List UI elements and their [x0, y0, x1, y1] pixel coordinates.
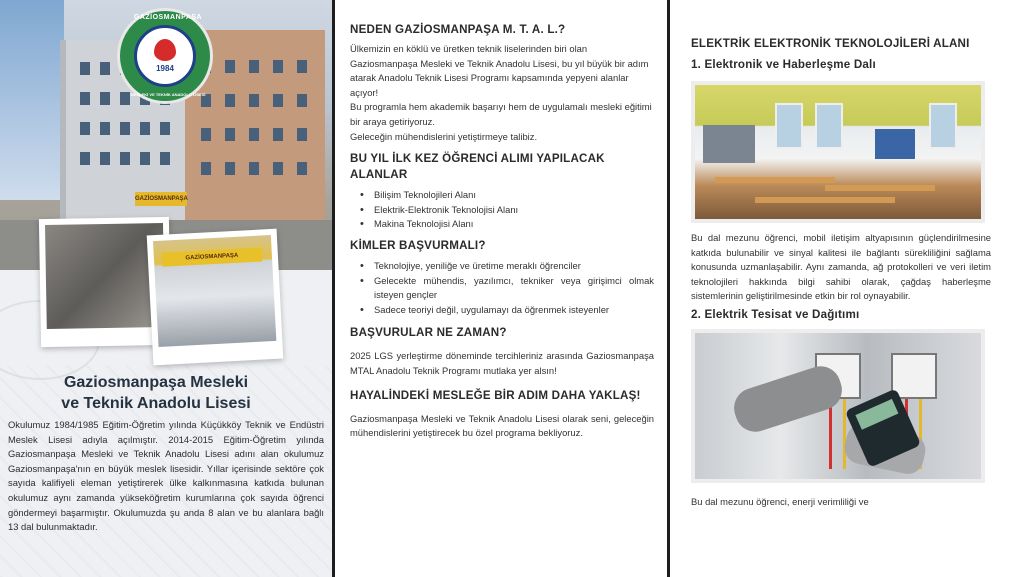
list-item: • Sadece teoriyi değil, uygulamayı da öğrenmek isteyenler [360, 303, 654, 318]
logo-ring-text: GAZİOSMANPAŞA [133, 14, 203, 21]
why-heading: NEDEN GAZİOSMANPAŞA M. T. A. L.? [350, 23, 566, 36]
school-panel [0, 0, 332, 577]
areas-heading: BU YIL İLK KEZ ÖĞRENCİ ALIMI YAPILACAK ALANLAR [350, 152, 605, 182]
sky [0, 0, 64, 200]
why-paragraph-1: Ülkemizin en köklü ve üretken teknik liselerinden biri olan Gaziosmanpaşa Mesleki ve Teknik Anadolu Lisesi, bu yıl büyük bir adım atarak Anadolu Teknik Lisesi Programı kapsamında yepyeni alanlar açıyor! [350, 43, 649, 98]
list-item: • Gelecekte mühendis, yazılımcı, tekniker veya girişimci olmak isteyen gençler [360, 274, 654, 303]
multimeter-screen [855, 399, 898, 430]
dream-heading: HAYALİNDEKİ MESLEĞE BİR ADIM DAHA YAKLAŞ! [350, 388, 641, 402]
why-paragraph-3: Geleceğin mühendislerini yetiştirmeye talibiz. [350, 130, 538, 142]
list-item: • Elektrik-Elektronik Teknolojisi Alanı [360, 203, 654, 218]
lab-photo [691, 81, 985, 223]
flame-icon [154, 39, 176, 61]
lab-desk [825, 185, 935, 191]
yellow-wire [843, 399, 846, 469]
electrician-photo [691, 329, 985, 483]
lab-window [815, 103, 843, 149]
when-heading: BAŞVURULAR NE ZAMAN? [350, 326, 507, 340]
column-divider-left [332, 0, 335, 577]
electrician-photo-image [695, 333, 981, 479]
branch2-paragraph: Bu dal mezunu öğrenci, enerji verimliliği ve [691, 495, 869, 507]
group-photo-sign: GAZİOSMANPAŞA [162, 247, 263, 266]
logo-year: 1984 [156, 64, 174, 73]
branch2-heading: 2. Elektrik Tesisat ve Dağıtımı [691, 307, 860, 321]
branch1-paragraph: Bu dal mezunu öğrenci, mobil iletişim altyapısının güçlendirilmesine katkıda bulunabilir ve sinyal kalitesi ile bağlantı sürekliliğini sağlama konusunda uzmanlaşabilir. Aynı zamanda, ağ protokolleri ve veri iletim teknolojileri hakkında bilgi sahibi olarak, çağdaş haberleşme sistemlerinin geliştirilmesinde etkin bir rol oynayabilir. [691, 232, 991, 302]
school-logo [117, 8, 213, 104]
list-item: • Makina Teknolojisi Alanı [360, 217, 654, 232]
branch1-heading: 1. Elektronik ve Haberleşme Dalı [691, 58, 876, 71]
when-paragraph: 2025 LGS yerleştirme döneminde tercihleriniz arasında Gaziosmanpaşa MTAL Anadolu Teknik Programı mutlaka yer alsın! [350, 350, 654, 376]
area-heading: ELEKTRİK ELEKTRONİK TEKNOLOJİLERİ ALANI [691, 37, 970, 50]
school-title-line-1: Gaziosmanpaşa Mesleki [63, 374, 249, 391]
lab-panel [875, 129, 915, 159]
who-list [350, 259, 654, 317]
red-wire [829, 399, 832, 469]
electrical-panel [673, 0, 1024, 577]
info-panel [338, 0, 666, 577]
group-photo [147, 229, 284, 366]
dream-paragraph: Gaziosmanpaşa Mesleki ve Teknik Anadolu Lisesi olarak seni, geleceğin mühendislerini yetiştirecek bu özel programa bekliyoruz. [350, 412, 654, 439]
list-item: • Teknolojiye, yeniliğe ve üretime meraklı öğrenciler [360, 259, 654, 274]
building-sign: GAZİOSMANPAŞA [135, 192, 187, 206]
school-title-line-2: ve Teknik Anadolu Lisesi [61, 395, 251, 412]
list-item: • Bilişim Teknolojileri Alanı [360, 188, 654, 203]
lab-window [929, 103, 957, 149]
logo-bottom-text: MESLEKİ VE TEKNİK ANADOLU LİSESİ [130, 92, 206, 97]
logo-emblem [134, 25, 196, 87]
lab-cabinet [703, 125, 755, 163]
lab-window [775, 103, 803, 149]
school-history-text: Okulumuz 1984/1985 Eğitim-Öğretim yılında Küçükköy Teknik ve Endüstri Meslek Lisesi adıyla açılmıştır. 2014-2015 Eğitim-Öğretim yılında Gaziosmanpaşa Mesleki ve Teknik Anadolu Lisesi adını alan okulumuz Gaziosmanpaşa'nın en büyük meslek lisesidir. Yıllar içerisinde sektöre çok sayıda kalifiyeli eleman yetiştirerek ülke kalkınmasına katkıda bulunan okulumuz aynı zamanda yükseköğretim kurumlarına çok sayıda öğrenci göndermeyi başarmıştır. Okulumuzda şu anda 8 alan ve bu alanlara bağlı 13 dal bulunmaktadır. [8, 419, 324, 533]
lab-photo-image [695, 85, 981, 219]
who-heading: KİMLER BAŞVURMALI? [350, 238, 486, 252]
areas-list [350, 188, 654, 232]
lab-desk [715, 177, 835, 183]
why-paragraph-2: Bu programla hem akademik başarıyı hem de uygulamalı mesleki eğitimi bir araya getiriyoruz. [350, 101, 652, 127]
lab-desk [755, 197, 895, 203]
column-divider-right [667, 0, 670, 577]
school-title [0, 372, 312, 414]
